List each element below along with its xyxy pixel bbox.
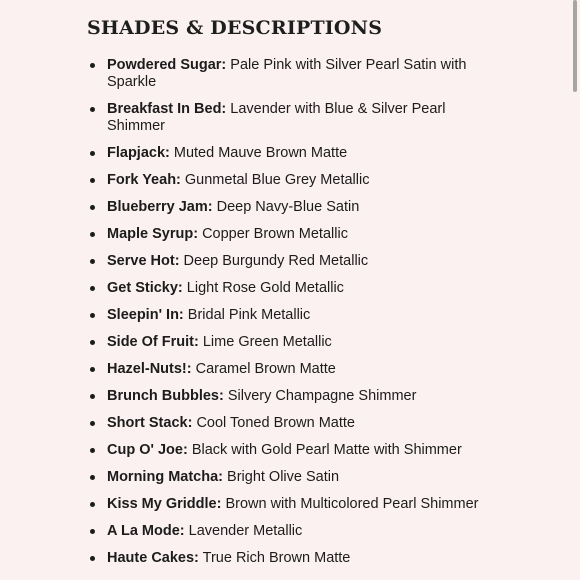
shade-description: Muted Mauve Brown Matte (169, 145, 348, 161)
shade-list-item (107, 280, 507, 297)
shade-description: Caramel Brown Matte (191, 361, 336, 377)
shade-list-item (107, 145, 507, 162)
shade-name: Maple Syrup: (107, 226, 199, 242)
shade-name: Morning Matcha: (107, 469, 223, 485)
shade-list-item (107, 388, 507, 405)
shade-description: Silvery Champagne Shimmer (223, 388, 417, 404)
shade-description: True Rich Brown Matte (198, 550, 351, 566)
shade-name: Hazel-Nuts!: (107, 361, 192, 377)
shade-name: Cup O' Joe: (107, 442, 188, 458)
shade-list-item (107, 57, 507, 91)
shade-name: Side Of Fruit: (107, 334, 199, 350)
shade-name: Sleepin' In: (107, 307, 184, 323)
shade-description: Lime Green Metallic (198, 334, 332, 350)
shade-list-item (107, 496, 507, 513)
shade-list-item (107, 253, 507, 270)
shade-list-item (107, 334, 507, 351)
scrollbar-track[interactable] (570, 0, 580, 580)
shade-description: Cool Toned Brown Matte (192, 415, 355, 431)
section-heading: SHADES & DESCRIPTIONS (87, 17, 383, 39)
shade-name: Get Sticky: (107, 280, 183, 296)
shade-name: Fork Yeah: (107, 172, 181, 188)
shade-name: Blueberry Jam: (107, 199, 213, 215)
shade-list-item (107, 307, 507, 324)
shade-description: Copper Brown Metallic (198, 226, 348, 242)
shade-description: Brown with Multicolored Pearl Shimmer (221, 496, 479, 512)
shade-list-item (107, 361, 507, 378)
shade-name: Flapjack: (107, 145, 170, 161)
shade-description: Deep Navy-Blue Satin (212, 199, 360, 215)
shade-name: Short Stack: (107, 415, 193, 431)
shade-name: A La Mode: (107, 523, 185, 539)
scrollbar-thumb[interactable] (573, 0, 577, 92)
shade-list-item (107, 550, 507, 567)
shade-name: Haute Cakes: (107, 550, 199, 566)
shade-list-item (107, 101, 507, 135)
shade-description: Gunmetal Blue Grey Metallic (180, 172, 370, 188)
shade-list (107, 57, 507, 577)
shade-name: Kiss My Griddle: (107, 496, 222, 512)
shade-description: Lavender Metallic (184, 523, 303, 539)
shade-name: Brunch Bubbles: (107, 388, 224, 404)
shade-list-item (107, 442, 507, 459)
shade-description: Pale Pink with Silver Pearl Satin with Sparkle (107, 57, 467, 90)
shade-list-item (107, 172, 507, 189)
shade-description: Bridal Pink Metallic (183, 307, 311, 323)
shade-list-item (107, 226, 507, 243)
shade-name: Serve Hot: (107, 253, 180, 269)
shade-list-item (107, 523, 507, 540)
shade-name: Breakfast In Bed: (107, 101, 227, 117)
shade-description: Deep Burgundy Red Metallic (179, 253, 369, 269)
shade-description: Lavender with Blue & Silver Pearl Shimmer (107, 101, 446, 134)
shade-list-item (107, 415, 507, 432)
shade-list-item (107, 199, 507, 216)
shade-description: Light Rose Gold Metallic (182, 280, 344, 296)
shade-description: Bright Olive Satin (223, 469, 340, 485)
shade-list-item (107, 469, 507, 486)
shade-name: Powdered Sugar: (107, 57, 227, 73)
shade-description: Black with Gold Pearl Matte with Shimmer (187, 442, 462, 458)
